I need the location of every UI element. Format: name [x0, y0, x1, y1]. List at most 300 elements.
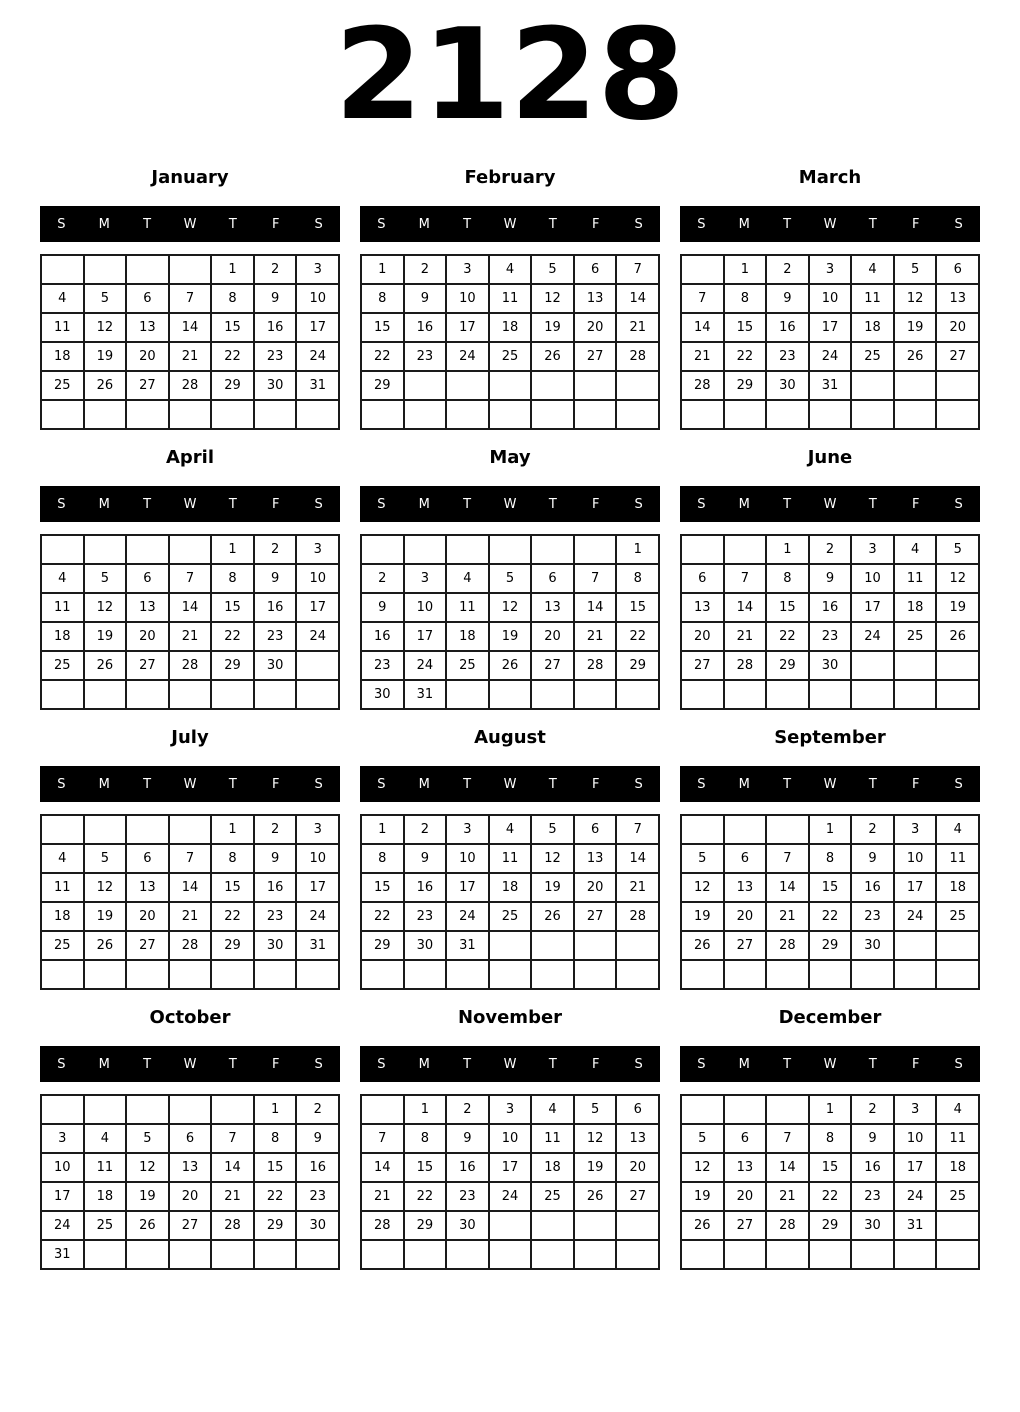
day-cell: 8: [724, 284, 767, 313]
day-cell: 30: [296, 1211, 339, 1240]
month-december: [680, 990, 980, 1270]
day-cell: 2: [851, 815, 894, 844]
day-cell: 18: [489, 313, 532, 342]
day-cell: 22: [809, 902, 852, 931]
day-cell: 3: [809, 255, 852, 284]
weekday-label: T: [143, 1056, 152, 1072]
day-cell-empty: [574, 1240, 617, 1269]
month-day-grid: [40, 814, 340, 990]
day-cell: 4: [41, 844, 84, 873]
day-cell: 5: [681, 844, 724, 873]
day-cell-empty: [126, 400, 169, 429]
day-cell: 7: [616, 815, 659, 844]
weekday-label: S: [697, 776, 706, 792]
day-cell: 16: [766, 313, 809, 342]
day-cell: 17: [296, 873, 339, 902]
day-cell: 18: [446, 622, 489, 651]
day-cell-empty: [361, 1095, 404, 1124]
day-cell: 3: [894, 815, 937, 844]
day-cell: 1: [809, 1095, 852, 1124]
day-cell: 31: [296, 931, 339, 960]
day-cell: 29: [254, 1211, 297, 1240]
day-cell-empty: [936, 1240, 979, 1269]
weekday-label: W: [823, 496, 837, 512]
day-cell-empty: [894, 931, 937, 960]
month-day-grid: [680, 534, 980, 710]
day-cell: 5: [531, 815, 574, 844]
day-cell: 24: [851, 622, 894, 651]
day-cell: 1: [361, 815, 404, 844]
day-cell-empty: [616, 371, 659, 400]
month-name: September: [774, 727, 886, 748]
day-cell: 2: [766, 255, 809, 284]
day-cell: 9: [851, 1124, 894, 1153]
weekday-label: F: [911, 1056, 920, 1072]
day-cell-empty: [446, 400, 489, 429]
day-cell: 27: [531, 651, 574, 680]
day-cell-empty: [211, 1240, 254, 1269]
weekday-label: S: [954, 1056, 963, 1072]
day-cell: 24: [894, 1182, 937, 1211]
day-cell: 15: [616, 593, 659, 622]
day-cell: 29: [809, 1211, 852, 1240]
day-cell-empty: [126, 255, 169, 284]
day-cell: 13: [724, 1153, 767, 1182]
day-cell: 14: [169, 313, 212, 342]
day-cell-empty: [446, 535, 489, 564]
day-cell: 19: [894, 313, 937, 342]
month-name: November: [457, 1007, 563, 1028]
weekday-label: T: [548, 496, 557, 512]
day-cell: 1: [211, 535, 254, 564]
day-cell-empty: [894, 651, 937, 680]
day-cell: 21: [169, 902, 212, 931]
day-cell: 1: [809, 815, 852, 844]
day-cell: 21: [616, 873, 659, 902]
day-cell: 10: [851, 564, 894, 593]
day-cell: 19: [84, 622, 127, 651]
month-name: December: [778, 1007, 882, 1028]
day-cell-empty: [254, 680, 297, 709]
day-cell: 13: [936, 284, 979, 313]
day-cell-empty: [296, 960, 339, 989]
day-cell-empty: [489, 931, 532, 960]
day-cell: 28: [616, 902, 659, 931]
weekday-label: S: [697, 1056, 706, 1072]
day-cell-empty: [361, 400, 404, 429]
day-cell: 14: [574, 593, 617, 622]
day-cell: 9: [809, 564, 852, 593]
day-cell: 3: [41, 1124, 84, 1153]
day-cell: 17: [851, 593, 894, 622]
day-cell: 9: [254, 564, 297, 593]
day-cell-empty: [574, 1211, 617, 1240]
day-cell: 8: [616, 564, 659, 593]
day-cell: 21: [681, 342, 724, 371]
day-cell: 21: [169, 622, 212, 651]
day-cell: 22: [361, 902, 404, 931]
day-cell-empty: [84, 815, 127, 844]
day-cell: 9: [851, 844, 894, 873]
day-cell: 10: [894, 1124, 937, 1153]
month-name: January: [151, 167, 229, 188]
weekday-label: S: [57, 1056, 66, 1072]
day-cell: 12: [489, 593, 532, 622]
day-cell: 27: [126, 371, 169, 400]
weekday-header-bar: [40, 1046, 340, 1082]
day-cell: 29: [404, 1211, 447, 1240]
day-cell-empty: [681, 255, 724, 284]
day-cell-empty: [84, 255, 127, 284]
day-cell: 18: [41, 902, 84, 931]
weekday-label: T: [868, 216, 877, 232]
day-cell: 19: [531, 313, 574, 342]
month-day-grid: [360, 814, 660, 990]
day-cell: 18: [41, 622, 84, 651]
day-cell: 3: [296, 255, 339, 284]
day-cell-empty: [296, 400, 339, 429]
day-cell: 13: [126, 313, 169, 342]
day-cell-empty: [169, 535, 212, 564]
day-cell-empty: [616, 400, 659, 429]
day-cell: 25: [446, 651, 489, 680]
weekday-label: T: [783, 496, 792, 512]
weekday-label: W: [183, 216, 197, 232]
day-cell: 16: [254, 593, 297, 622]
weekday-label: M: [738, 1056, 750, 1072]
day-cell: 21: [211, 1182, 254, 1211]
day-cell: 19: [489, 622, 532, 651]
day-cell: 7: [766, 844, 809, 873]
month-name: August: [474, 727, 546, 748]
weekday-label: F: [911, 216, 920, 232]
day-cell: 30: [361, 680, 404, 709]
day-cell-empty: [126, 680, 169, 709]
day-cell: 26: [84, 371, 127, 400]
day-cell-empty: [489, 400, 532, 429]
day-cell: 28: [361, 1211, 404, 1240]
day-cell-empty: [936, 931, 979, 960]
day-cell: 14: [766, 873, 809, 902]
weekday-label: W: [183, 1056, 197, 1072]
day-cell: 20: [724, 1182, 767, 1211]
day-cell: 2: [361, 564, 404, 593]
day-cell-empty: [404, 400, 447, 429]
day-cell: 13: [531, 593, 574, 622]
day-cell-empty: [169, 1095, 212, 1124]
day-cell: 23: [361, 651, 404, 680]
weekday-label: F: [591, 776, 600, 792]
day-cell: 7: [211, 1124, 254, 1153]
day-cell: 17: [296, 593, 339, 622]
weekday-label: F: [911, 776, 920, 792]
day-cell: 10: [446, 844, 489, 873]
day-cell: 29: [616, 651, 659, 680]
day-cell-empty: [681, 960, 724, 989]
day-cell: 27: [724, 931, 767, 960]
month-day-grid: [680, 814, 980, 990]
day-cell: 5: [531, 255, 574, 284]
day-cell: 30: [404, 931, 447, 960]
day-cell: 10: [489, 1124, 532, 1153]
month-september: [680, 710, 980, 990]
day-cell: 5: [936, 535, 979, 564]
day-cell: 24: [894, 902, 937, 931]
weekday-header-bar: [360, 766, 660, 802]
day-cell: 16: [404, 873, 447, 902]
day-cell: 22: [211, 902, 254, 931]
day-cell: 22: [404, 1182, 447, 1211]
day-cell: 2: [254, 535, 297, 564]
day-cell: 7: [766, 1124, 809, 1153]
day-cell: 16: [296, 1153, 339, 1182]
day-cell-empty: [936, 1211, 979, 1240]
day-cell: 9: [361, 593, 404, 622]
day-cell: 10: [296, 284, 339, 313]
day-cell-empty: [169, 680, 212, 709]
month-october: [40, 990, 340, 1270]
day-cell: 6: [724, 1124, 767, 1153]
month-name: October: [149, 1007, 231, 1028]
weekday-label: W: [823, 776, 837, 792]
weekday-label: T: [868, 496, 877, 512]
day-cell-empty: [126, 815, 169, 844]
day-cell: 4: [531, 1095, 574, 1124]
day-cell: 3: [404, 564, 447, 593]
day-cell: 6: [126, 564, 169, 593]
day-cell: 19: [84, 342, 127, 371]
weekday-label: M: [418, 216, 430, 232]
month-name: March: [798, 167, 862, 188]
weekday-label: S: [57, 776, 66, 792]
day-cell-empty: [41, 960, 84, 989]
day-cell-empty: [574, 960, 617, 989]
day-cell: 20: [681, 622, 724, 651]
day-cell: 9: [404, 844, 447, 873]
day-cell: 9: [766, 284, 809, 313]
day-cell: 26: [531, 902, 574, 931]
month-day-grid: [40, 1094, 340, 1270]
day-cell: 25: [936, 1182, 979, 1211]
day-cell: 13: [724, 873, 767, 902]
day-cell: 12: [84, 593, 127, 622]
day-cell: 3: [446, 815, 489, 844]
day-cell: 26: [84, 931, 127, 960]
day-cell: 19: [681, 1182, 724, 1211]
day-cell: 19: [936, 593, 979, 622]
weekday-header-bar: [360, 206, 660, 242]
day-cell-empty: [84, 1095, 127, 1124]
day-cell: 4: [936, 1095, 979, 1124]
day-cell: 26: [489, 651, 532, 680]
day-cell: 27: [169, 1211, 212, 1240]
day-cell: 4: [41, 564, 84, 593]
day-cell: 26: [936, 622, 979, 651]
day-cell: 31: [894, 1211, 937, 1240]
day-cell: 31: [446, 931, 489, 960]
day-cell-empty: [766, 1240, 809, 1269]
day-cell: 12: [84, 873, 127, 902]
day-cell: 15: [361, 873, 404, 902]
weekday-label: F: [271, 216, 280, 232]
day-cell: 23: [254, 622, 297, 651]
day-cell-empty: [361, 535, 404, 564]
day-cell-empty: [809, 400, 852, 429]
day-cell-empty: [41, 535, 84, 564]
day-cell-empty: [724, 535, 767, 564]
day-cell-empty: [446, 371, 489, 400]
day-cell: 3: [894, 1095, 937, 1124]
day-cell: 23: [851, 902, 894, 931]
day-cell: 8: [254, 1124, 297, 1153]
day-cell: 11: [894, 564, 937, 593]
day-cell: 12: [84, 313, 127, 342]
weekday-label: S: [57, 496, 66, 512]
weekday-label: F: [591, 216, 600, 232]
day-cell: 16: [446, 1153, 489, 1182]
day-cell-empty: [851, 651, 894, 680]
day-cell-empty: [851, 400, 894, 429]
day-cell-empty: [766, 680, 809, 709]
day-cell: 17: [41, 1182, 84, 1211]
day-cell: 27: [126, 651, 169, 680]
day-cell: 24: [404, 651, 447, 680]
weekday-label: W: [503, 496, 517, 512]
day-cell: 11: [936, 1124, 979, 1153]
day-cell-empty: [404, 371, 447, 400]
day-cell: 26: [894, 342, 937, 371]
month-november: [360, 990, 660, 1270]
day-cell: 21: [766, 902, 809, 931]
day-cell: 20: [126, 342, 169, 371]
day-cell-empty: [851, 1240, 894, 1269]
day-cell: 13: [574, 844, 617, 873]
day-cell: 11: [41, 873, 84, 902]
day-cell-empty: [489, 371, 532, 400]
day-cell: 1: [211, 815, 254, 844]
day-cell: 10: [296, 844, 339, 873]
day-cell: 13: [681, 593, 724, 622]
day-cell: 2: [404, 255, 447, 284]
day-cell: 23: [809, 622, 852, 651]
weekday-label: T: [783, 216, 792, 232]
day-cell: 25: [851, 342, 894, 371]
day-cell-empty: [126, 960, 169, 989]
weekday-label: M: [738, 216, 750, 232]
day-cell-empty: [616, 960, 659, 989]
day-cell: 6: [126, 844, 169, 873]
day-cell: 14: [169, 873, 212, 902]
weekday-label: S: [377, 1056, 386, 1072]
day-cell: 25: [41, 371, 84, 400]
day-cell: 22: [211, 622, 254, 651]
day-cell-empty: [936, 651, 979, 680]
day-cell: 27: [126, 931, 169, 960]
day-cell: 8: [211, 284, 254, 313]
weekday-label: M: [738, 496, 750, 512]
weekday-label: F: [911, 496, 920, 512]
day-cell-empty: [296, 1240, 339, 1269]
weekday-label: T: [143, 216, 152, 232]
weekday-label: T: [228, 496, 237, 512]
day-cell: 4: [84, 1124, 127, 1153]
day-cell: 4: [894, 535, 937, 564]
day-cell: 21: [616, 313, 659, 342]
day-cell: 6: [616, 1095, 659, 1124]
day-cell: 9: [404, 284, 447, 313]
day-cell-empty: [724, 815, 767, 844]
day-cell: 14: [766, 1153, 809, 1182]
day-cell: 27: [616, 1182, 659, 1211]
day-cell: 20: [616, 1153, 659, 1182]
day-cell: 29: [361, 371, 404, 400]
weekday-label: T: [463, 216, 472, 232]
weekday-header-bar: [680, 206, 980, 242]
day-cell: 27: [681, 651, 724, 680]
day-cell: 17: [489, 1153, 532, 1182]
day-cell: 22: [809, 1182, 852, 1211]
weekday-label: S: [954, 776, 963, 792]
month-day-grid: [360, 1094, 660, 1270]
day-cell: 9: [254, 844, 297, 873]
day-cell: 7: [724, 564, 767, 593]
day-cell-empty: [41, 680, 84, 709]
day-cell-empty: [681, 400, 724, 429]
day-cell: 7: [361, 1124, 404, 1153]
day-cell: 14: [724, 593, 767, 622]
day-cell-empty: [446, 680, 489, 709]
weekday-header-bar: [40, 766, 340, 802]
day-cell: 29: [211, 371, 254, 400]
day-cell: 28: [724, 651, 767, 680]
weekday-label: S: [634, 1056, 643, 1072]
day-cell: 8: [211, 564, 254, 593]
day-cell: 24: [446, 902, 489, 931]
day-cell: 20: [574, 313, 617, 342]
day-cell: 7: [681, 284, 724, 313]
day-cell: 2: [254, 815, 297, 844]
day-cell: 29: [724, 371, 767, 400]
day-cell: 4: [851, 255, 894, 284]
weekday-header-bar: [680, 486, 980, 522]
day-cell-empty: [84, 1240, 127, 1269]
day-cell: 18: [894, 593, 937, 622]
day-cell: 2: [851, 1095, 894, 1124]
weekday-label: M: [418, 1056, 430, 1072]
day-cell-empty: [574, 371, 617, 400]
day-cell: 30: [254, 371, 297, 400]
day-cell: 16: [809, 593, 852, 622]
day-cell-empty: [404, 535, 447, 564]
day-cell-empty: [254, 400, 297, 429]
day-cell-empty: [361, 1240, 404, 1269]
day-cell-empty: [894, 371, 937, 400]
day-cell: 30: [254, 651, 297, 680]
day-cell-empty: [126, 1095, 169, 1124]
weekday-label: S: [314, 1056, 323, 1072]
month-may: [360, 430, 660, 710]
day-cell: 21: [574, 622, 617, 651]
day-cell-empty: [724, 1095, 767, 1124]
day-cell: 23: [851, 1182, 894, 1211]
month-name: February: [464, 167, 556, 188]
day-cell: 28: [211, 1211, 254, 1240]
weekday-label: T: [228, 216, 237, 232]
day-cell-empty: [681, 815, 724, 844]
day-cell: 3: [446, 255, 489, 284]
day-cell-empty: [446, 960, 489, 989]
weekday-label: M: [418, 496, 430, 512]
